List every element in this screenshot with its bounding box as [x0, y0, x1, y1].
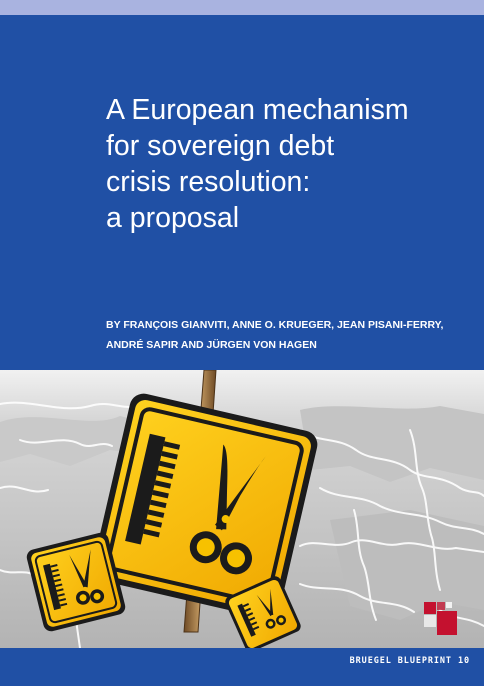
- report-title: [106, 92, 409, 236]
- author-line: ANDRÉ SAPIR AND JÜRGEN VON HAGEN: [106, 339, 317, 351]
- title-line: A European mechanism: [106, 94, 409, 126]
- cover-photo: [0, 370, 484, 648]
- map-landmass: [330, 510, 484, 620]
- title-line: crisis resolution:: [106, 166, 311, 198]
- author-line: BY FRANÇOIS GIANVITI, ANNE O. KRUEGER, JEAN PISANI-FERRY,: [106, 319, 444, 331]
- title-line: for sovereign debt: [106, 130, 335, 162]
- title-line: a proposal: [106, 202, 240, 234]
- author-list: [106, 315, 443, 355]
- series-label: BRUEGEL BLUEPRINT 10: [349, 656, 470, 666]
- top-stripe: [0, 0, 484, 15]
- bottom-band: [0, 648, 484, 686]
